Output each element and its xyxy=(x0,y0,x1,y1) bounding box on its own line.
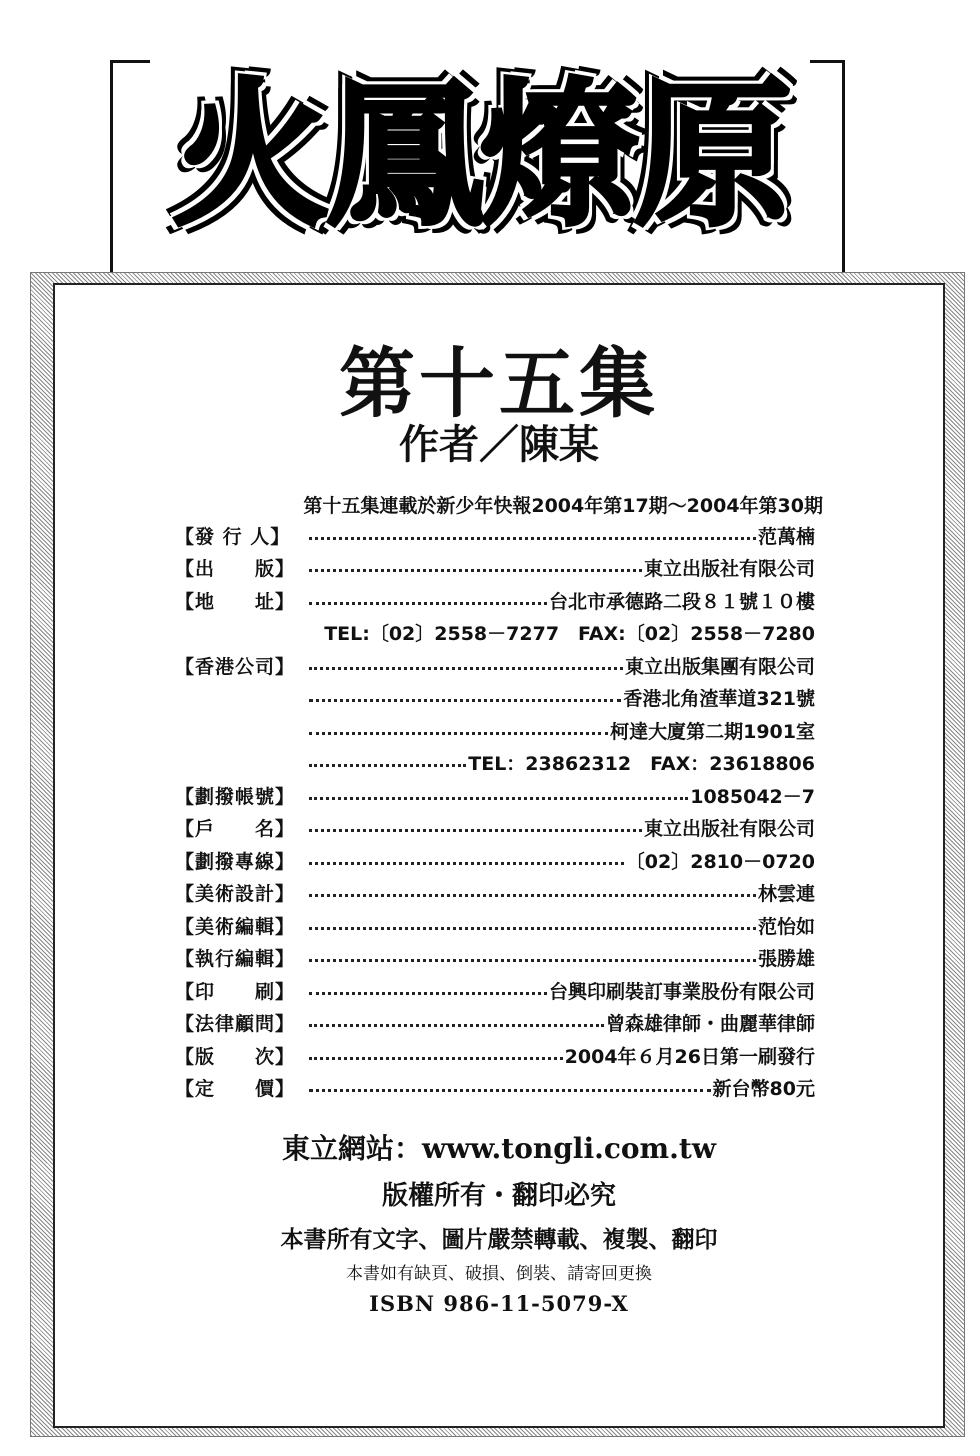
colophon-panel xyxy=(53,283,945,1428)
credit-label: 【法律顧問】 xyxy=(175,1013,296,1036)
credit-row xyxy=(175,649,815,682)
credit-value: 林雲連 xyxy=(757,883,815,906)
credit-label: 【定 價】 xyxy=(175,1078,296,1101)
credit-label: 【美術設計】 xyxy=(175,883,296,906)
leader-dots xyxy=(309,699,621,702)
leader-dots xyxy=(309,1057,563,1060)
leader-dots xyxy=(309,1024,604,1027)
cover-title-text: 火鳳燎原 xyxy=(172,63,788,248)
credit-label: 【執行編輯】 xyxy=(175,948,296,971)
credit-row xyxy=(175,844,815,877)
credit-row xyxy=(175,812,815,845)
return-note: 本書如有缺頁、破損、倒裝、請寄回更換 xyxy=(346,1264,652,1284)
colophon-box xyxy=(30,272,965,1437)
credit-row xyxy=(175,779,815,812)
credit-label: 【地 址】 xyxy=(175,590,296,613)
volume-title: 第十五集 xyxy=(339,339,659,428)
rights-notice: 版權所有・翻印必究 xyxy=(381,1181,616,1211)
credit-value: 2004年６月26日第一刷發行 xyxy=(564,1045,815,1068)
leader-dots xyxy=(309,732,608,735)
leader-dots xyxy=(309,667,623,670)
credits-list xyxy=(175,519,815,1104)
leader-dots xyxy=(309,829,642,832)
credit-row xyxy=(175,909,815,942)
author-line: 作者／陳某 xyxy=(399,421,599,468)
credit-value: TEL：23862312 FAX：23618806 xyxy=(468,753,815,776)
credit-label: 【印 刷】 xyxy=(175,980,296,1003)
leader-dots xyxy=(309,569,642,572)
credit-row xyxy=(175,747,815,780)
credit-label: 【戶 名】 xyxy=(175,818,296,841)
credit-row xyxy=(175,1072,815,1105)
leader-dots xyxy=(309,1089,711,1092)
credit-value: 東立出版集團有限公司 xyxy=(624,655,815,678)
leader-dots xyxy=(309,959,756,962)
leader-dots xyxy=(309,862,624,865)
credit-label: 【出 版】 xyxy=(175,558,296,581)
credit-value: 台興印刷裝訂事業股份有限公司 xyxy=(548,980,815,1003)
leader-dots xyxy=(309,797,688,800)
credit-row xyxy=(175,552,815,585)
credit-row xyxy=(175,519,815,552)
credit-row xyxy=(175,877,815,910)
credit-row xyxy=(175,1039,815,1072)
credit-value: TEL:〔02〕2558－7277 FAX:〔02〕2558－7280 xyxy=(324,623,815,646)
cover-title xyxy=(150,24,810,260)
credit-value: 東立出版社有限公司 xyxy=(643,558,815,581)
credit-row xyxy=(175,1007,815,1040)
credit-label: 【劃撥帳號】 xyxy=(175,785,296,808)
website-line: 東立網站：www.tongli.com.tw xyxy=(282,1132,716,1165)
credit-value: 曾森雄律師・曲麗華律師 xyxy=(605,1013,815,1036)
credit-row xyxy=(175,974,815,1007)
leader-dots xyxy=(309,992,547,995)
isbn: ISBN 986-11-5079-X xyxy=(369,1291,629,1316)
credit-label: 【發 行 人】 xyxy=(175,525,291,548)
credit-label: 【香港公司】 xyxy=(175,655,296,678)
leader-dots xyxy=(309,537,756,540)
credit-value: 張勝雄 xyxy=(757,948,815,971)
credit-row xyxy=(175,714,815,747)
credit-row xyxy=(175,617,815,650)
credit-value: 柯達大廈第二期1901室 xyxy=(610,720,815,743)
prohibit-notice: 本書所有文字、圖片嚴禁轉載、複製、翻印 xyxy=(280,1226,718,1253)
credit-row xyxy=(175,942,815,975)
credit-value: 香港北角渣華道321號 xyxy=(623,688,815,711)
credit-label: 【劃撥專線】 xyxy=(175,850,296,873)
leader-dots xyxy=(309,927,756,930)
credit-value: 1085042－7 xyxy=(690,785,815,808)
serial-note: 第十五集連載於新少年快報2004年第17期～2004年第30期 xyxy=(303,495,823,517)
credit-value: 新台幣80元 xyxy=(712,1078,815,1101)
credit-value: 東立出版社有限公司 xyxy=(643,818,815,841)
credit-value: 范萬楠 xyxy=(757,525,815,548)
credit-value: 台北市承德路二段８１號１０樓 xyxy=(548,590,815,613)
leader-dots xyxy=(309,602,547,605)
credit-value: 范怡如 xyxy=(757,915,815,938)
credit-row xyxy=(175,584,815,617)
credit-label: 【美術編輯】 xyxy=(175,915,296,938)
credit-value: 〔02〕2810－0720 xyxy=(625,850,815,873)
leader-dots xyxy=(309,764,466,767)
leader-dots xyxy=(309,894,756,897)
credit-row xyxy=(175,682,815,715)
credit-label: 【版 次】 xyxy=(175,1045,296,1068)
